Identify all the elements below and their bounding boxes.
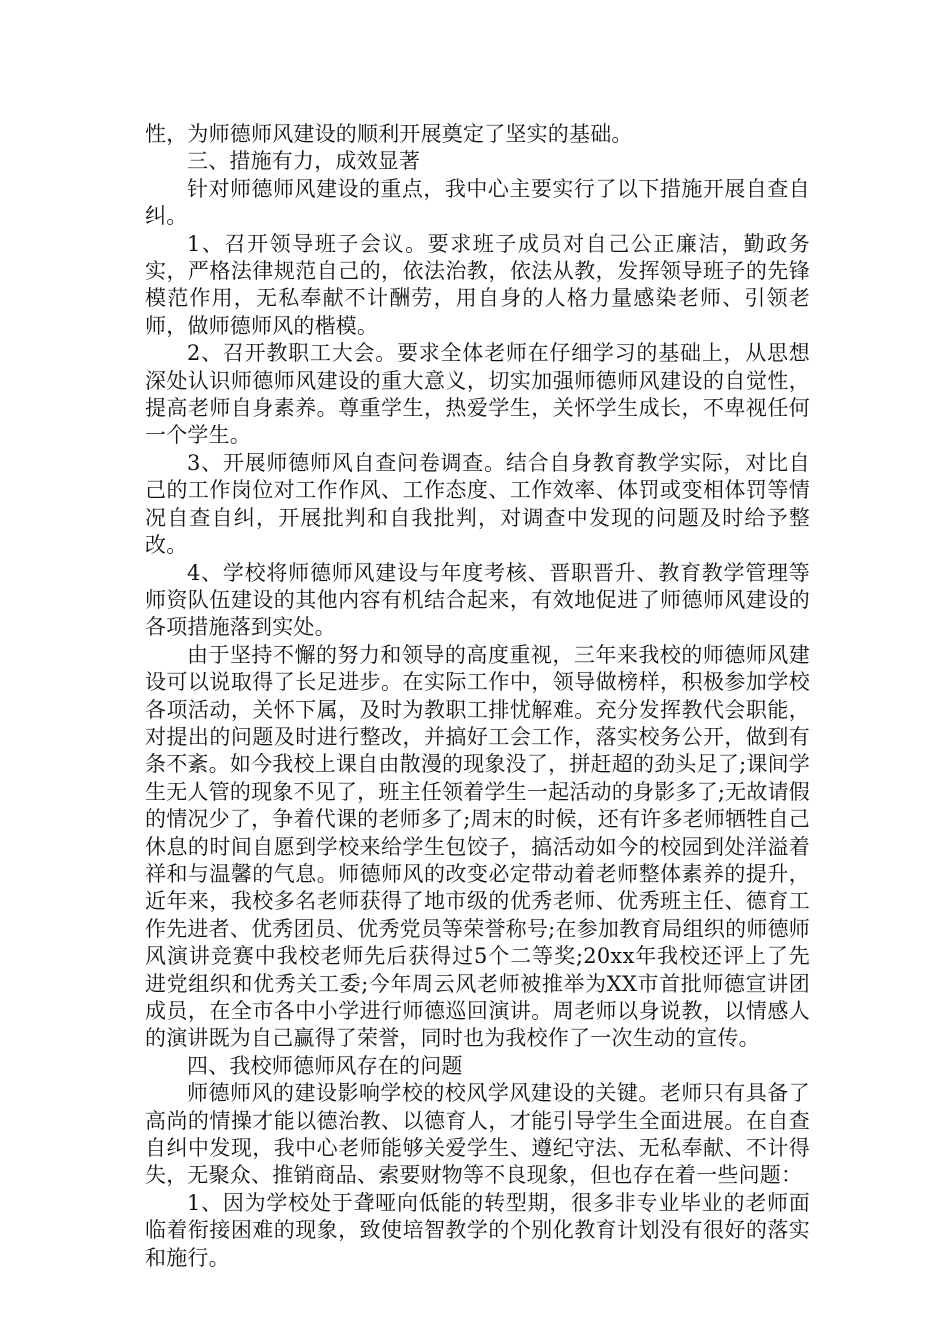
paragraph-measure-2: 2、召开教职工大会。要求全体老师在仔细学习的基础上，从思想深处认识师德师风建设的重大意义，切实加强师德师风建设的自觉性，提高老师自身素养。尊重学生，热爱学生，关怀学生成长，不卑视任何一个学生。 <box>145 341 810 448</box>
paragraph-measures-intro: 针对师德师风建设的重点，我中心主要实行了以下措施开展自查自纠。 <box>145 176 810 229</box>
paragraph-results: 由于坚持不懈的努力和领导的高度重视，三年来我校的师德师风建设可以说取得了长足进步。在实际工作中，领导做榜样，积极参加学校各项活动，关怀下属，及时为教职工排忧解难。充分发挥教代会职能，对提出的问题及时进行整改，并搞好工会工作，落实校务公开，做到有条不紊。如今我校上课自由散漫的现象没了，拼赶超的劲头足了;课间学生无人管的现象不见了，班主任领着学生一起活动的身影多了;无故请假的情况少了，争着代课的老师多了;周末的时候，还有许多老师牺牲自己休息的时间自愿到学校来给学生包饺子，搞活动如今的校园到处洋溢着祥和与温馨的气息。师德师风的改变必定带动着老师整体素养的提升，近年来，我校多名老师获得了地市级的优秀老师、优秀班主任、德育工作先进者、优秀团员、优秀党员等荣誉称号;在参加教育局组织的师德师风演讲竞赛中我校老师先后获得过5个二等奖;20xx年我校还评上了先进党组织和优秀关工委;今年周云风老师被推举为XX市首批师德宣讲团成员，在全市各中小学进行师德巡回演讲。周老师以身说教，以情感人的演讲既为自己赢得了荣誉，同时也为我校作了一次生动的宣传。 <box>145 642 810 1051</box>
paragraph-measure-1: 1、召开领导班子会议。要求班子成员对自己公正廉洁，勤政务实，严格法律规范自己的，依法治教，依法从教，发挥领导班子的先锋模范作用，无私奉献不计酬劳，用自身的人格力量感染老师、引领老师，做师德师风的楷模。 <box>145 231 810 338</box>
paragraph-problem-1: 1、因为学校处于聋哑向低能的转型期，很多非专业毕业的老师面临着衔接困难的现象，致使培智教学的个别化教育计划没有很好的落实和施行。 <box>145 1190 810 1270</box>
document-body <box>145 121 810 1272</box>
section-heading-problems: 四、我校师德师风存在的问题 <box>187 1053 463 1078</box>
paragraph-problems-intro: 师德师风的建设影响学校的校风学风建设的关键。老师只有具备了高尚的情操才能以德治教、以德育人，才能引导学生全面进展。在自查自纠中发现，我中心老师能够关爱学生、遵纪守法、无私奉献、不计得失，无聚众、推销商品、索要财物等不良现象，但也存在着一些问题： <box>145 1081 810 1188</box>
section-heading-measures: 三、措施有力，成效显著 <box>187 149 421 174</box>
paragraph-measure-3: 3、开展师德师风自查问卷调查。结合自身教育教学实际，对比自己的工作岗位对工作作风、工作态度、工作效率、体罚或变相体罚等情况自查自纠，开展批判和自我批判，对调查中发现的问题及时给予整改。 <box>145 450 810 558</box>
paragraph-measure-4: 4、学校将师德师风建设与年度考核、晋职晋升、教育教学管理等师资队伍建设的其他内容有机结合起来，有效地促进了师德师风建设的各项措施落到实处。 <box>145 560 810 640</box>
paragraph-continuation: 性，为师德师风建设的顺利开展奠定了坚实的基础。 <box>145 122 633 146</box>
